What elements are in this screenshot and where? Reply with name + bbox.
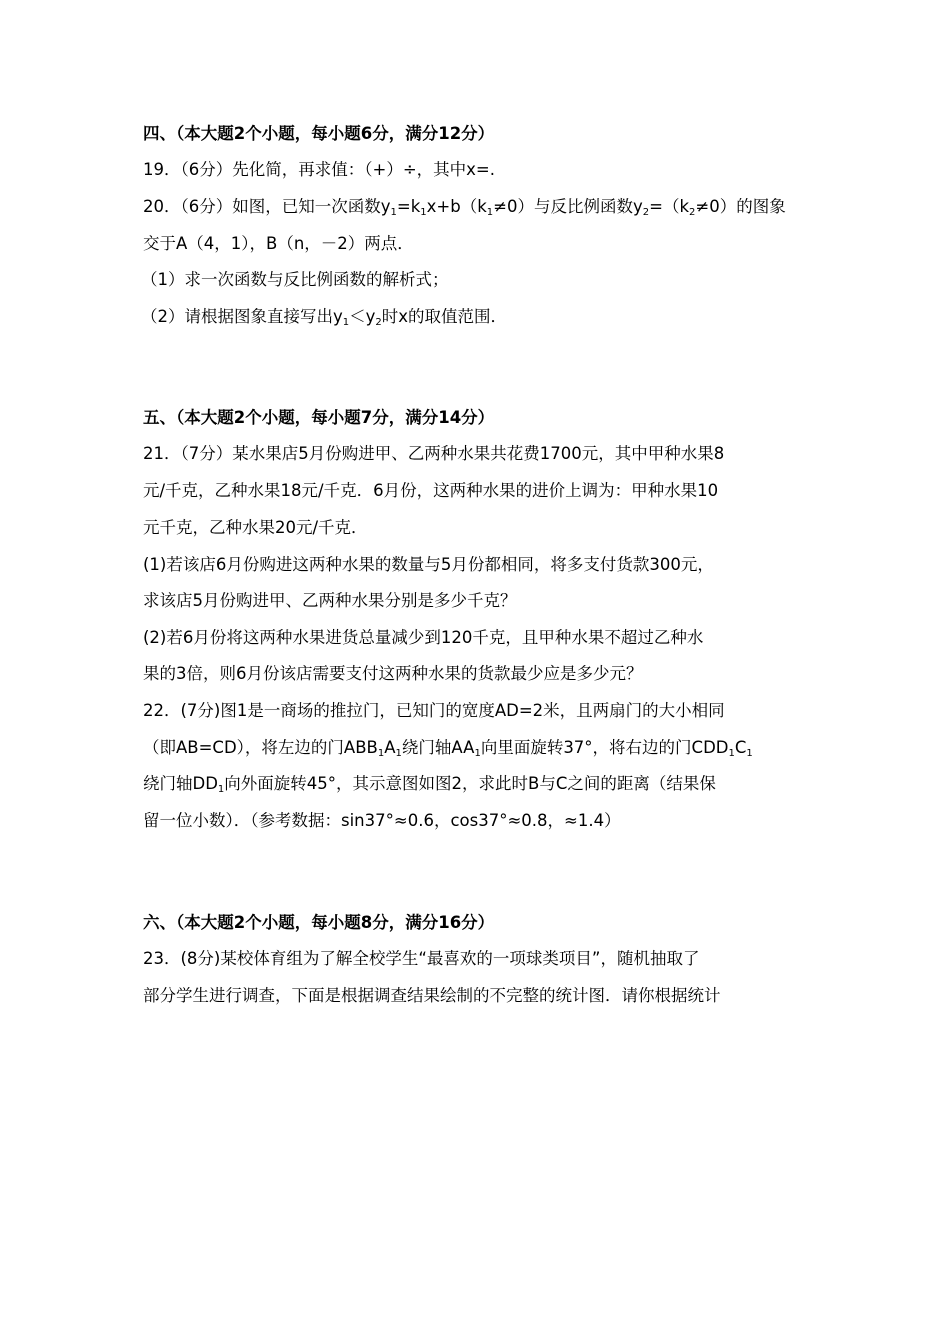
question-21-part-1-line-2: 求该店5月份购进甲、乙两种水果分别是多少千克？ <box>143 591 517 610</box>
question-22-line-2: （即AB=CD），将左边的门$ABB_1A_1$绕门轴$AA_1$向里面旋转37°，将右边的门$CDD_1C_1$ <box>143 738 753 759</box>
question-23-line-2: 部分学生进行调查，下面是根据调查结果绘制的不完整的统计图．请你根据统计 <box>143 986 721 1005</box>
question-22-line-1: 22．(7分)图1是一商场的推拉门，已知门的宽度AD=2米，且两扇门的大小相同 <box>143 701 725 720</box>
question-21-line-2: 元/千克，乙种水果18元/千克．6月份，这两种水果的进价上调为：甲种水果10 <box>143 481 719 500</box>
question-20-part-1: （1）求一次函数与反比例函数的解析式； <box>141 270 449 289</box>
question-20-part-2: （2）请根据图象直接写出$y_1<y_2$时x的取值范围． <box>141 307 508 328</box>
question-21-part-1-line-1: (1)若该店6月份购进这两种水果的数量与5月份都相同，将多支付货款300元， <box>143 555 714 574</box>
question-21-line-3: 元千克，乙种水果20元/千克． <box>143 518 368 537</box>
question-20-line-1: 20．（6分）如图，已知一次函数$y_1=k_1x+b(k_1\ne 0)$与反比例函数$y_2=(k_2\ne 0)$的图象 <box>143 197 786 218</box>
question-21-line-1: 21．（7分）某水果店5月份购进甲、乙两种水果共花费1700元，其中甲种水果8 <box>143 444 725 463</box>
question-22-line-3: 绕门轴$DD_1$向外面旋转45°，其示意图如图2，求此时B与C之间的距离（结果保 <box>143 774 716 795</box>
question-23-line-1: 23．(8分)某校体育组为了解全校学生“最喜欢的一项球类项目”，随机抽取了 <box>143 949 700 968</box>
section-5-heading: 五、（本大题2个小题，每小题7分，满分14分） <box>143 408 495 427</box>
section-6-heading: 六、（本大题2个小题，每小题8分，满分16分） <box>143 913 495 932</box>
question-20-line-2: 交于A（4，1），B（n，－2）两点． <box>143 234 414 253</box>
question-21-part-2-line-2: 果的3倍，则6月份该店需要支付这两种水果的货款最少应是多少元？ <box>143 664 643 683</box>
section-4-heading: 四、（本大题2个小题，每小题6分，满分12分） <box>143 124 495 143</box>
question-19: 19．（6分）先化简，再求值：（+）÷，其中x=. <box>143 160 495 179</box>
question-22-line-4: 留一位小数）．（参考数据：sin37°≈0.6，cos37°≈0.8，≈1.4） <box>143 811 621 830</box>
question-21-part-2-line-1: (2)若6月份将这两种水果进货总量减少到120千克，且甲种水果不超过乙种水 <box>143 628 704 647</box>
